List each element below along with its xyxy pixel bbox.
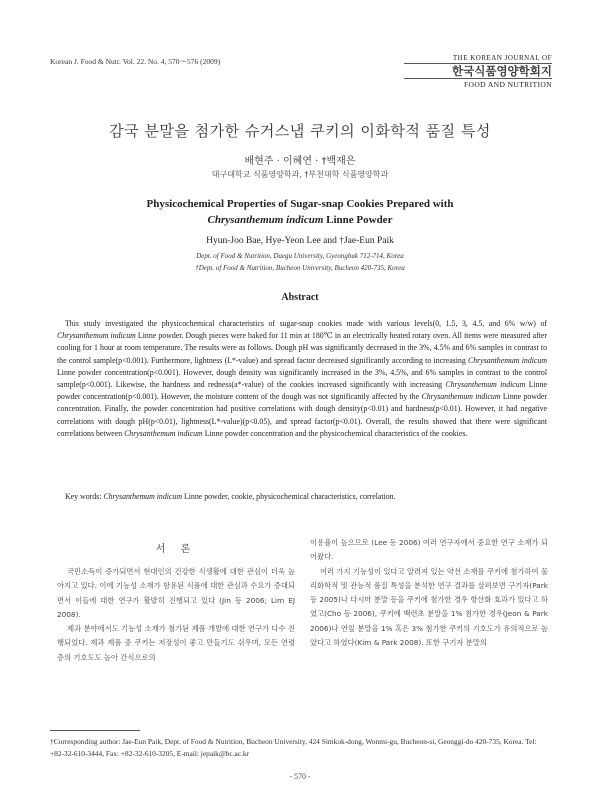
abstract-species: Chrysanthemum indicum — [57, 331, 136, 341]
section-heading-introduction: 서 론 — [155, 544, 197, 555]
abstract-species: Chrysanthemum indicum — [124, 428, 203, 438]
journal-name-en-top: THE KOREAN JOURNAL OF — [404, 54, 552, 64]
body-paragraph: 국민소득이 증가되면서 현대인의 건강한 식생활에 대한 관심이 더욱 높아지고 있다. 이에 기능성 소재가 함유된 식품에 대한 관심과 수요가 증대되면서 이들에 대한 연구가 활발히 진행되고 있다 (Jin 등 2006; Lim EJ 2008). — [57, 567, 295, 619]
abstract-text: Linne powder concentration. Finally, the powder concentration had positive correlations with dough density(p<0.01) and hardness(p<0.01). However, it had negative correlations with dough pH(p<0.01), lightness(L*-value)(p<0.05), and spread factor(p<0.01). Overall, the results showed that there were significant correlations between — [57, 392, 547, 438]
keywords-species: Chrysanthemum indicum — [103, 492, 182, 501]
korean-title: 감국 분말을 첨가한 슈거스냅 쿠키의 이화학적 품질 특성 — [109, 122, 491, 140]
english-affiliation-1: Dept. of Food & Nutrition, Daegu University, Gyeongbuk 712-714, Korea — [196, 252, 404, 260]
body-column-right — [310, 536, 548, 650]
journal-name-ko: 한국식품영양학회지 — [452, 64, 552, 78]
english-title-line2 — [0, 212, 600, 228]
english-title — [0, 196, 600, 228]
body-paragraph: 제과 분야에서도 기능성 소재가 첨가된 제품 개발에 대한 연구가 다수 진행되었다. 제과 제품 중 쿠키는 저장성이 좋고 만들기도 쉬우며, 모든 연령층의 기호도도 높아 간식으로의 — [57, 624, 295, 662]
footnote-divider — [50, 730, 140, 731]
english-title-rest: Linne Powder — [323, 214, 393, 226]
abstract-species: Chrysanthemum indicum — [468, 355, 547, 365]
english-authors: Hyun-Joo Bae, Hye-Yeon Lee and †Jae-Eun Paik — [206, 236, 394, 246]
body-paragraph: 여러 가지 기능성이 있다고 알려져 있는 약선 소재를 쿠키에 첨가하여 물리화학적 및 관능적 품질 특성을 분석한 연구 결과를 살펴보면 구기자(Park 등 2005)나 다시마 분말 등을 쿠키에 첨가한 경우 항산화 효과가 있다고 하였고(Cho 등 2006), 쿠키에 백련초 분말을 1% 첨가한 경우(Jeon & Park 2006)나 연잎 분말을 1% 혹은 3% 첨가한 쿠키의 기호도가 유의적으로 높았다고 하였다(Kim & Park 2008). 또한 구기자 분말의 — [310, 566, 548, 648]
english-title-species: Chrysanthemum indicum — [207, 214, 324, 226]
journal-name-en-bottom: FOOD AND NUTRITION — [404, 78, 552, 89]
running-head: Korean J. Food & Nutr. Vol. 22. No. 4, 570～576 (2009) — [50, 57, 221, 66]
abstract-body — [57, 318, 547, 440]
korean-authors: 배현주 · 이혜연 · †백재은 — [244, 156, 356, 167]
abstract-species: Chrysanthemum indicum — [445, 380, 526, 390]
keywords-label: Key words: — [65, 492, 104, 501]
english-title-line1: Physicochemical Properties of Sugar-snap Cookies Prepared with — [146, 198, 454, 210]
english-affiliation-2: †Dept. of Food & Nutrition, Bucheon University, Bucheon 420-735, Korea — [195, 264, 405, 272]
keywords — [57, 491, 547, 503]
korean-affiliation: 대구대학교 식품영양학과, †부천대학 식품영양학과 — [211, 170, 389, 179]
abstract-text: Linne powder concentration and the physicochemical characteristics of the cookies. — [202, 428, 468, 438]
journal-logo — [404, 54, 552, 89]
abstract-species: Chrysanthemum indicum — [421, 392, 501, 402]
abstract-heading: Abstract — [281, 292, 319, 303]
body-column-left — [57, 565, 295, 665]
keywords-list: Linne powder, cookie, physicochemical characteristics, correlation. — [182, 492, 396, 501]
abstract-text: Linne powder concentration(p<0.001). However, dough density was significantly increased in the 3%, 4.5%, and 6% samples in contrast to the control sample(p<0.001). Likewise, the hardness and redness(a*-value) of the cookies increased significantly with increasing — [57, 367, 547, 390]
body-paragraph: 이용율이 높으므로 (Lee 등 2006) 여러 연구자에서 중요한 연구 소재가 되어왔다. — [310, 538, 548, 562]
page-number: - 570 - — [289, 772, 311, 781]
abstract-text: Linne powder concentration(p<0.001). However, the moisture content of the dough was not significantly affected by the — [57, 380, 547, 402]
abstract-text: This study investigated the physicochemical characteristics of sugar-snap cookies made with various levels(0, 1.5, 3, 4.5, and 6% w/w) of — [65, 319, 547, 328]
corresponding-author-footnote: †Corresponding author: Jae-Eun Paik, Dept. of Food & Nutrition, Bucheon University, 424 Simkok-dong, Wonmi-gu, Bucheon-si, Geonggi-do 420-735, Korea. Tel: +82-32-610-3444, Fax: +82-32-610-3205, E-mail: jepaik@bc.ac.kr — [50, 737, 537, 758]
abstract-text: Linne powder. Dough pieces were baked for 11 min at 180℃ in an electrically heated rotary oven. All items were measured after cooling for 1 hour at room temperature. The results were as follows. Dough pH was significantly decreased in the 3%, 4.5% and 6% samples in contrast to the control sample(p<0.001). Furthermore, lightness (L*-value) and spread factor decreased significantly according to increasing — [57, 331, 547, 365]
